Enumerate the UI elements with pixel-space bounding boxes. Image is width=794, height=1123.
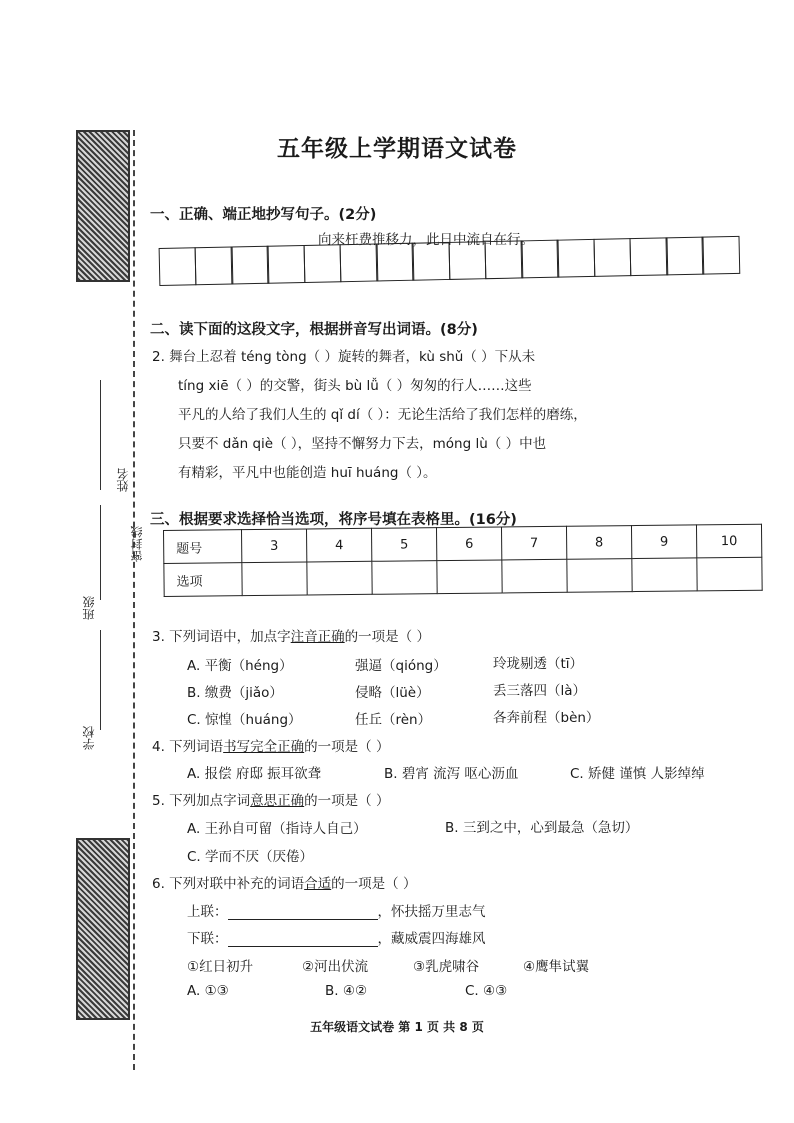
q4-stem-a: 4. 下列词语 — [152, 739, 224, 755]
q1-sentence: 向来枉费推移力，此日中流自在行。 — [318, 232, 534, 248]
col-number: 3 — [242, 529, 307, 563]
q3-b-2: 侵略（lüè） — [355, 685, 430, 701]
answer-cell[interactable] — [567, 559, 632, 593]
q6-stem — [152, 872, 416, 892]
col-number: 5 — [371, 528, 436, 562]
q6-option-b: B. ④② — [325, 983, 368, 999]
q1-heading: 一、正确、端正地抄写句子。(2分) — [150, 207, 377, 223]
q6-lower-text: ，藏威震四海雄风 — [377, 931, 486, 947]
q3-stem-underlined: 注音正确 — [290, 629, 345, 645]
q3-heading: 三、根据要求选择恰当选项，将序号填在表格里。(16分) — [150, 512, 517, 528]
q5-option-c: C. 学而不厌（厌倦） — [187, 849, 314, 865]
q5-stem-a: 5. 下列加点字词 — [152, 793, 251, 809]
q6-upper-text: ，怀扶摇万里志气 — [377, 904, 486, 920]
q6-upper-blank[interactable] — [228, 905, 378, 920]
q3-c-1: C. 惊惶（huáng） — [187, 712, 302, 728]
q4-option-b: B. 碧宵 流泻 呕心沥血 — [384, 766, 519, 782]
q6-choice-1: ①红日初升 — [187, 959, 254, 975]
q4-option-a: A. 报偿 府邸 振耳欲聋 — [187, 766, 322, 782]
q6-lower-label: 下联： — [187, 931, 228, 947]
q3-b-3: 丢三落四（là） — [493, 683, 587, 699]
q5-option-a: A. 王孙自可留（指诗人自己） — [187, 821, 367, 837]
answer-cell[interactable] — [242, 562, 307, 596]
q3-stem-b: 的一项是（ ） — [344, 629, 430, 645]
page-footer: 五年级语文试卷 第 1 页 共 8 页 — [310, 1020, 484, 1034]
q2-line-4: 只要不 dǎn qiè（ ），坚持不懈努力下去，móng lù（ ）中也 — [178, 436, 547, 452]
q4-option-c: C. 矫健 谨慎 人影绰绰 — [570, 766, 705, 782]
col-number: 7 — [501, 526, 566, 560]
class-fill-line — [100, 505, 101, 600]
q5-option-b: B. 三到之中，心到最急（急切） — [445, 820, 639, 836]
q5-stem — [152, 789, 389, 809]
q1-writing-grid[interactable] — [160, 236, 741, 286]
q6-option-a: A. ①③ — [187, 983, 229, 999]
answer-cell[interactable] — [632, 558, 697, 592]
page-title: 五年级上学期语文试卷 — [277, 135, 517, 162]
q3-a-1: A. 平衡（héng） — [187, 658, 293, 674]
answer-cell[interactable] — [307, 561, 372, 595]
binding-dashed-line — [133, 130, 135, 1070]
answer-cell[interactable] — [437, 560, 502, 594]
q2-line-2: tíng xiē（ ）的交警，街头 bù lǚ（ ）匆匆的行人……这些 — [178, 378, 532, 394]
seal-line-label: 密封线 — [130, 526, 144, 562]
q6-upper-couplet — [187, 900, 486, 920]
q3-stem-a: 3. 下列词语中，加点字 — [152, 629, 291, 645]
q2-line-1: 2. 舞台上忍着 téng tòng（ ）旋转的舞者，kù shǔ（ ）下从未 — [152, 349, 536, 365]
class-label: 班级 — [82, 596, 96, 620]
table-row — [164, 557, 762, 596]
row-label-option: 选项 — [164, 563, 242, 597]
name-label: 姓名 — [116, 468, 130, 492]
q2-line-3: 平凡的人给了我们人生的 qǐ dí（ ）：无论生活给了我们怎样的磨练， — [178, 407, 587, 423]
answer-cell[interactable] — [372, 561, 437, 595]
q6-choice-4: ④鹰隼试翼 — [523, 959, 590, 975]
q3-c-3: 各奔前程（bèn） — [493, 710, 600, 726]
q6-upper-label: 上联： — [187, 904, 228, 920]
q3-b-1: B. 缴费（jiǎo） — [187, 685, 283, 701]
answer-cell[interactable] — [502, 559, 567, 593]
q3-c-2: 任丘（rèn） — [355, 712, 432, 728]
school-fill-line — [100, 630, 101, 730]
row-label-number: 题号 — [164, 530, 242, 564]
q6-stem-a: 6. 下列对联中补充的词语 — [152, 876, 305, 892]
q4-stem-underlined: 书写完全正确 — [223, 739, 305, 755]
col-number: 8 — [566, 526, 631, 560]
col-number: 9 — [631, 525, 696, 559]
q4-stem-b: 的一项是（ ） — [304, 739, 390, 755]
q6-stem-underlined: 合适 — [304, 876, 332, 892]
col-number: 6 — [436, 527, 501, 561]
q6-option-c: C. ④③ — [465, 983, 508, 999]
q3-a-2: 强逼（qióng） — [355, 658, 447, 674]
school-label: 学校 — [82, 726, 96, 750]
q5-stem-underlined: 意思正确 — [250, 793, 305, 809]
answer-table — [163, 524, 763, 597]
q4-stem — [152, 735, 389, 755]
q2-heading: 二、读下面的这段文字，根据拼音写出词语。(8分) — [150, 322, 478, 338]
q2-line-5: 有精彩，平凡中也能创造 huī huáng（ ）。 — [178, 465, 437, 481]
q6-choice-3: ③乳虎啸谷 — [413, 959, 480, 975]
col-number: 10 — [696, 524, 761, 558]
q3-a-3: 玲珑剔透（tī） — [493, 656, 584, 672]
q6-stem-b: 的一项是（ ） — [331, 876, 417, 892]
q6-lower-couplet — [187, 927, 486, 947]
bottom-hatch-block — [76, 838, 130, 1020]
q6-choice-2: ②河出伏流 — [302, 959, 369, 975]
q5-stem-b: 的一项是（ ） — [304, 793, 390, 809]
q3-stem — [152, 625, 430, 645]
col-number: 4 — [306, 528, 371, 562]
name-fill-line — [100, 380, 101, 490]
q6-lower-blank[interactable] — [228, 932, 378, 947]
answer-cell[interactable] — [697, 557, 762, 591]
